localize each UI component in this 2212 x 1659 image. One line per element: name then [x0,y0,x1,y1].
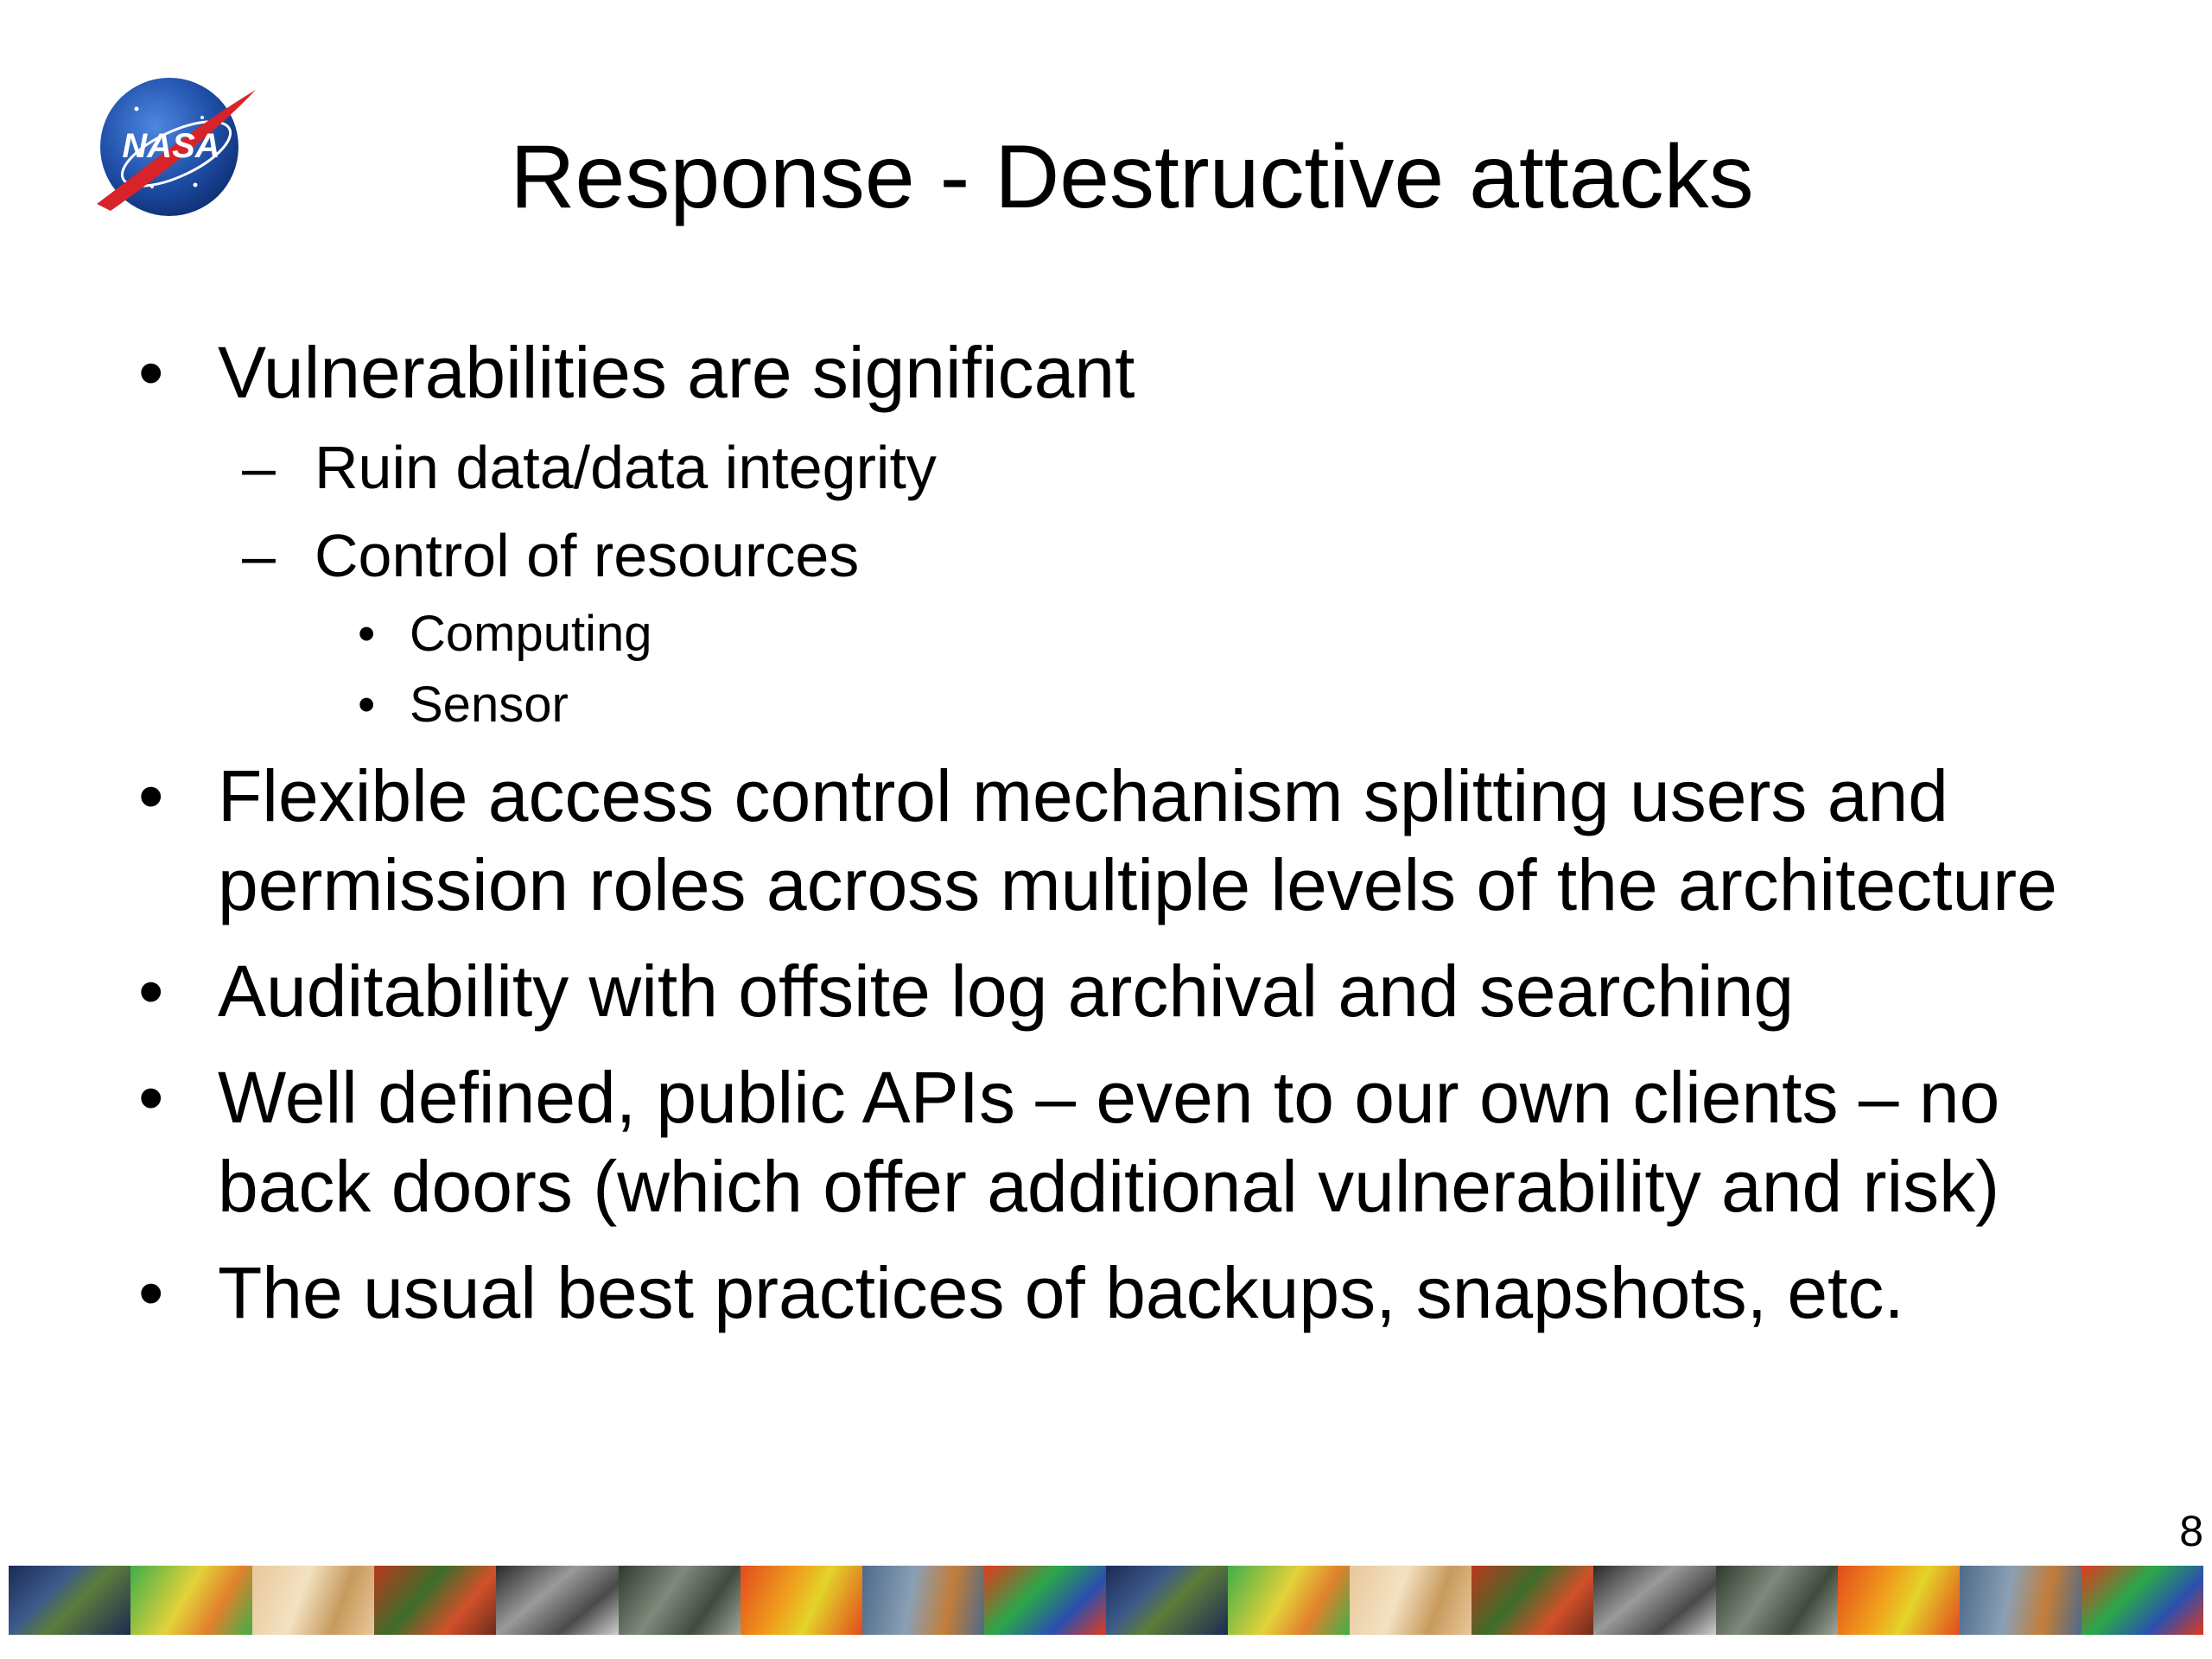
heatmap-tile [1838,1566,1960,1635]
sub-bullet-item [242,518,860,593]
bullet-text: Auditability with offsite log archival and searching [218,950,1795,1032]
world-map-tile [1106,1566,1228,1635]
dash-icon: – [242,434,276,501]
bullet-text-line: Well defined, public APIs – even to our own clients – no [218,1057,2000,1138]
ocean-temperature-tile [130,1566,252,1635]
bullet-text: The usual best practices of backups, snapshots, etc. [218,1252,1904,1333]
sea-surface-tile [2082,1566,2203,1635]
bullet-dot-icon: • [358,677,376,733]
bullet-text: Vulnerabilities are significant [218,332,1135,413]
coastline-tile [1960,1566,2082,1635]
earth-imagery-banner [9,1566,2203,1635]
sub-sub-bullet-text: Sensor [410,677,569,733]
bullet-dot-icon: • [138,755,164,836]
logo-text: NASA [122,127,220,165]
grayscale-land-tile [496,1566,618,1635]
bullet-continuation [218,841,2057,930]
bullet-dot-icon: • [358,606,376,662]
world-map-tile [9,1566,130,1635]
sub-bullet-text: Control of resources [315,522,860,589]
fire-map-tile [374,1566,496,1635]
bullet-dot-icon: • [138,1057,164,1138]
bullet-text-line: Flexible access control mechanism splitting users and [218,755,1948,836]
grayscale-land-tile [1593,1566,1715,1635]
bullet-dot-icon: • [138,950,164,1032]
sub-bullet-item [242,430,937,505]
sea-surface-tile [984,1566,1106,1635]
sub-sub-bullet-text: Computing [410,606,652,662]
page-number: 8 [2179,1507,2203,1555]
heatmap-tile [741,1566,862,1635]
bullet-text-line: permission roles across multiple levels of the architecture [218,844,2057,925]
sub-sub-bullet-item [358,603,652,665]
slide-title: Response - Destructive attacks [510,127,1754,227]
ocean-temperature-tile [1228,1566,1350,1635]
bullet-item [138,947,1795,1036]
bullet-item [138,1053,2000,1142]
desert-tile [1350,1566,1471,1635]
fire-map-tile [1471,1566,1593,1635]
bullet-item [138,328,1135,417]
bullet-item [138,1249,1904,1338]
bullet-text-line: back doors (which offer additional vulnerability and risk) [218,1146,2000,1227]
city-lights-tile [1716,1566,1838,1635]
sub-bullet-text: Ruin data/data integrity [315,434,937,501]
dash-icon: – [242,522,276,589]
bullet-dot-icon: • [138,1252,164,1333]
bullet-dot-icon: • [138,332,164,413]
city-lights-tile [619,1566,741,1635]
sub-sub-bullet-item [358,674,569,736]
bullet-continuation [218,1142,1999,1231]
desert-tile [252,1566,374,1635]
coastline-tile [862,1566,984,1635]
bullet-item [138,752,1948,841]
